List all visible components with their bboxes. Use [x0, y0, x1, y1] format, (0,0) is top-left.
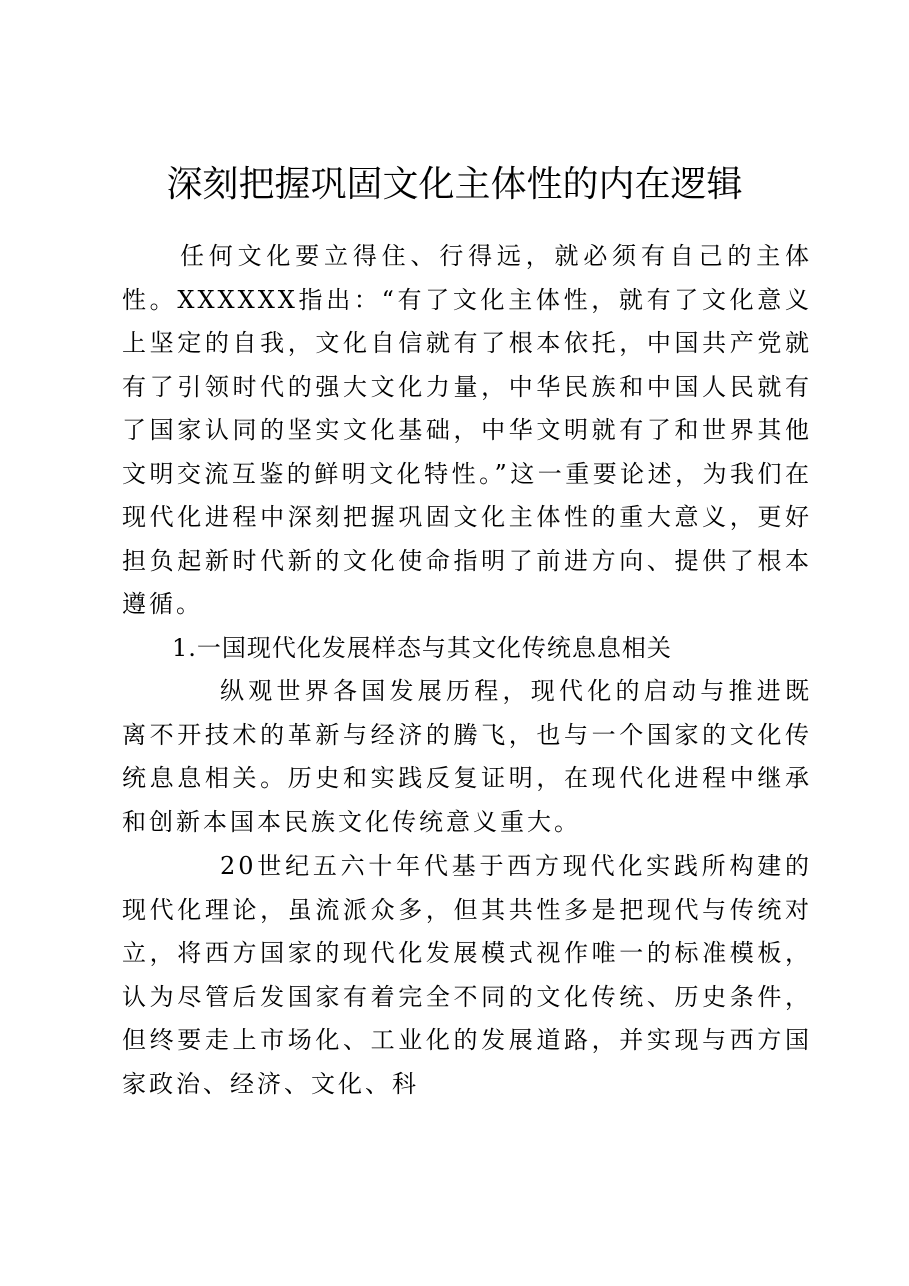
intro-paragraph: 任何文化要立得住、行得远，就必须有自己的主体性。XXXXXX指出：“有了文化主体性，就有了文化意义上坚定的自我，文化自信就有了根本依托，中国共产党就有了引领时代的强大文化力量，中华民族和中国人民就有了国家认同的坚实文化基础，中华文明就有了和世界其他文明交流互鉴的鲜明文化特性。”这一重要论述，为我们在现代化进程中深刻把握巩固文化主体性的重大意义，更好担负起新时代新的文化使命指明了前进方向、提供了根本遵循。	[122, 242, 812, 618]
section-heading: 1.一国现代化发展样态与其文化传统息息相关	[172, 634, 672, 662]
document-title: 深刻把握巩固文化主体性的内在逻辑	[166, 164, 743, 205]
body-paragraph-1: 纵观世界各国发展历程，现代化的启动与推进既离不开技术的革新与经济的腾飞，也与一个国家的文化传统息息相关。历史和实践反复证明，在现代化进程中继承和创新本国本民族文化传统意义重大。	[122, 677, 812, 836]
body-paragraph-2: 20世纪五六十年代基于西方现代化实践所构建的现代化理论，虽流派众多，但其共性多是把现代与传统对立，将西方国家的现代化发展模式视作唯一的标准模板，认为尽管后发国家有着完全不同的文化传统、历史条件，但终要走上市场化、工业化的发展道路，并实现与西方国家政治、经济、文化、科	[122, 852, 812, 1098]
